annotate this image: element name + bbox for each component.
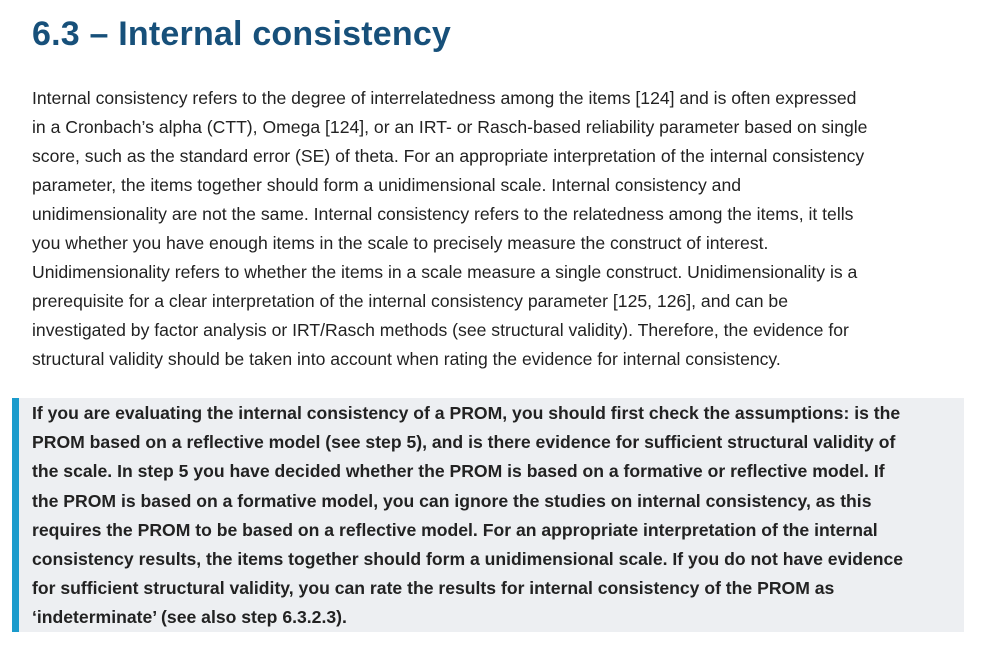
paragraph-line: structural validity should be taken into account when rating the evidence for internal consistency. bbox=[32, 349, 781, 369]
paragraph-line: you whether you have enough items in the scale to precisely measure the construct of interest. bbox=[32, 233, 769, 253]
paragraph-line: Unidimensionality refers to whether the items in a scale measure a single construct. Unidimensionality is a bbox=[32, 262, 858, 282]
paragraph-line: parameter, the items together should form a unidimensional scale. Internal consistency and bbox=[32, 175, 742, 195]
callout-line: the scale. In step 5 you have decided whether the PROM is based on a formative or reflective model. If bbox=[32, 461, 885, 482]
callout-line: If you are evaluating the internal consistency of a PROM, you should first check the assumptions: is the bbox=[32, 403, 901, 423]
callout-line: ‘indeterminate’ (see also step 6.3.2.3). bbox=[32, 607, 347, 628]
callout-text bbox=[32, 399, 960, 633]
paragraph-line: in a Cronbach’s alpha (CTT), Omega [124], or an IRT- or Rasch-based reliability parameter based on single bbox=[32, 117, 868, 137]
paragraph-line: prerequisite for a clear interpretation of the internal consistency parameter [125, 126], and can be bbox=[32, 291, 788, 311]
paragraph-line: Internal consistency refers to the degree of interrelatedness among the items [124] and is often expressed bbox=[32, 88, 857, 108]
body-paragraph bbox=[32, 84, 962, 374]
paragraph-line: investigated by factor analysis or IRT/Rasch methods (see structural validity). Therefore, the evidence for bbox=[32, 320, 849, 340]
callout-line: for sufficient structural validity, you can rate the results for internal consistency of the PROM as bbox=[32, 578, 835, 599]
callout-line: PROM based on a reflective model (see step 5), and is there evidence for sufficient structural validity of bbox=[32, 432, 896, 453]
section-title: 6.3 – Internal consistency bbox=[32, 15, 452, 53]
callout-line: requires the PROM to be based on a reflective model. For an appropriate interpretation of the internal bbox=[32, 519, 878, 540]
callout-box bbox=[12, 398, 964, 632]
paragraph-line: unidimensionality are not the same. Internal consistency refers to the relatedness among the items, it tells bbox=[32, 204, 854, 224]
callout-line: the PROM is based on a formative model, you can ignore the studies on internal consistency, as this bbox=[32, 490, 872, 511]
callout-accent-bar bbox=[12, 398, 19, 632]
paragraph-line: score, such as the standard error (SE) of theta. For an appropriate interpretation of the internal consistency bbox=[32, 146, 865, 166]
callout-line: consistency results, the items together should form a unidimensional scale. If you do not have evidence bbox=[32, 549, 904, 570]
